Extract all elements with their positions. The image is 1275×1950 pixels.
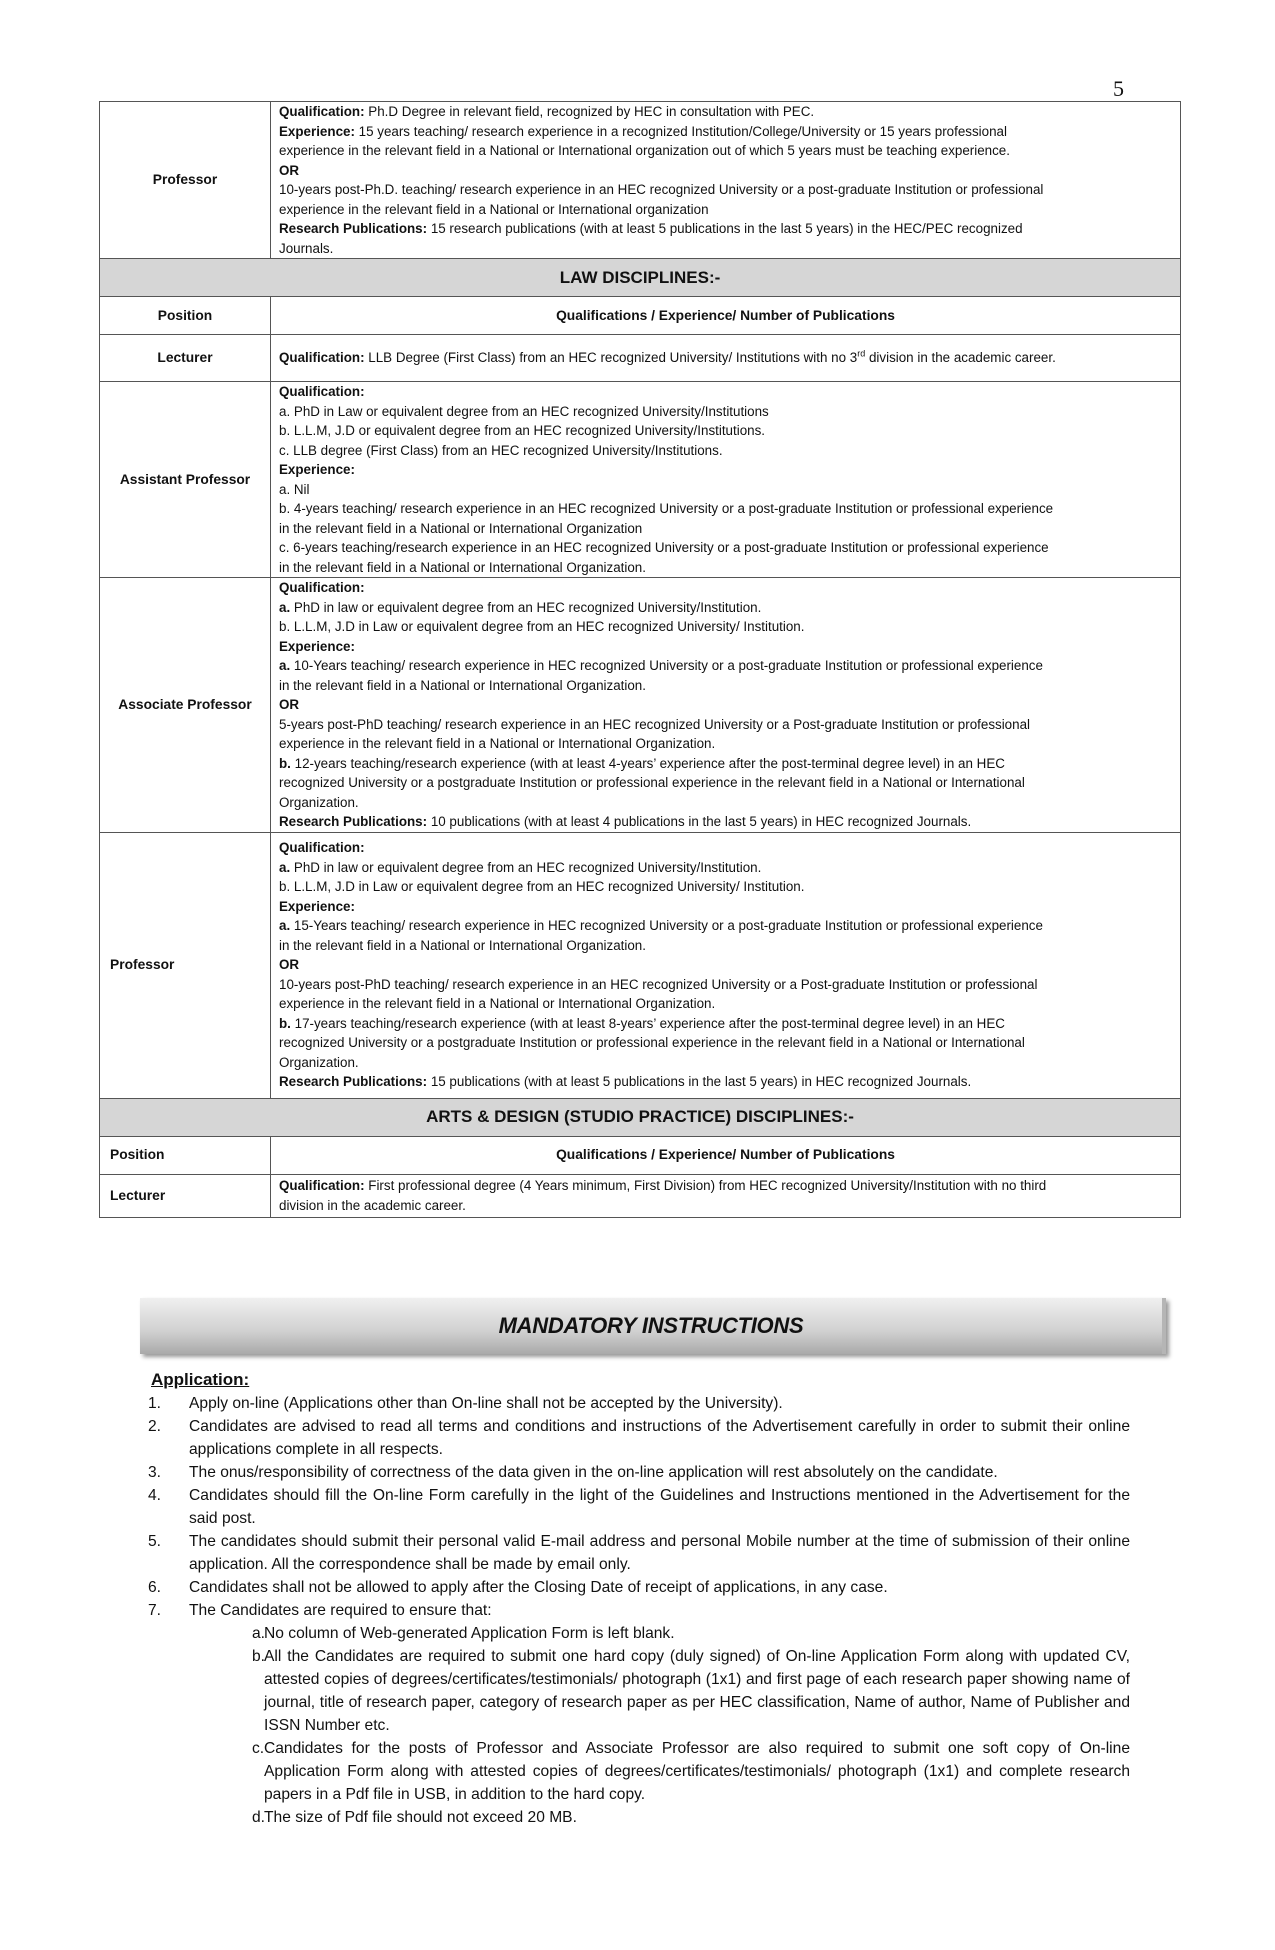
text-line [279, 637, 1172, 657]
field-text: 10-Years teaching/ research experience in HEC recognized University or a post-graduate Institution or professional experience [290, 658, 1043, 673]
field-label: a. [279, 658, 291, 673]
position-cell: Professor [100, 832, 271, 1098]
list-item [189, 1645, 1130, 1737]
table-row [100, 335, 1181, 382]
field-text: a. PhD in Law or equivalent degree from an HEC recognized University/Institutions [279, 403, 769, 419]
position-cell: Assistant Professor [100, 382, 271, 578]
field-text: recognized University or a postgraduate Institution or professional experience in the relevant field in a National or International [279, 1035, 1025, 1051]
column-header-position: Position [100, 1136, 271, 1174]
field-label: Qualification: [279, 384, 365, 399]
qualification-cell [271, 102, 1181, 259]
text-line [279, 122, 1172, 142]
text-line [279, 877, 1172, 897]
application-heading: Application: [151, 1370, 250, 1389]
field-label: Qualification: [279, 350, 365, 366]
list-item-text: The onus/responsibility of correctness of the data given in the on-line application will rest absolutely on the candidate. [189, 1464, 998, 1481]
text-line [279, 734, 1172, 754]
field-label: Experience: [279, 638, 355, 654]
text-line [279, 812, 1172, 832]
field-text: experience in the relevant field in a National or International Organization. [279, 996, 716, 1012]
list-item-number: 3. [148, 1464, 162, 1481]
list-item [124, 1530, 1130, 1576]
field-label: a. [279, 918, 291, 934]
field-text: LLB Degree (First Class) from an HEC recognized University/ Institutions with no 3 [364, 350, 858, 366]
qualification-cell [271, 832, 1181, 1098]
field-label: OR [279, 957, 300, 973]
list-item [124, 1576, 1130, 1599]
list-item [189, 1806, 1130, 1829]
field-label: a. [279, 859, 291, 875]
list-item-text: All the Candidates are required to submit one hard copy (duly signed) of On-line Application Form along with updated CV, attested copies of degrees/certificates/testimonials/ photograph (1x1) and first page of each research paper showing name of journal, title of research paper, category of research paper as per HEC classification, Name of author, Name of Publisher and ISSN Number etc. [264, 1648, 1130, 1734]
text-line [279, 773, 1172, 793]
position-cell: Professor [100, 102, 271, 259]
text-line [279, 1072, 1172, 1092]
list-item-number: 4. [148, 1487, 162, 1504]
text-line [279, 994, 1172, 1014]
field-text: PhD in law or equivalent degree from an HEC recognized University/Institution. [290, 599, 762, 615]
field-text: First professional degree (4 Years minimum, First Division) from HEC recognized University/Institution with no third [364, 1178, 1047, 1193]
field-label: Research Publications: [279, 814, 428, 829]
field-text: in the relevant field in a National or International Organization. [279, 677, 646, 693]
qualification-cell [271, 578, 1181, 833]
field-text: 15-Years teaching/ research experience in HEC recognized University or a post-graduate Institution or professional experience [290, 918, 1043, 934]
text-line [279, 402, 1172, 422]
field-text: b. L.L.M, J.D in Law or equivalent degree from an HEC recognized University/ Institution. [279, 879, 805, 895]
field-text: a. Nil [279, 481, 310, 497]
section-row [100, 259, 1181, 297]
table-row [100, 832, 1181, 1098]
field-text: 15 research publications (with at least 5 publications in the last 5 years) in the HEC/PEC recognized [427, 221, 1023, 236]
text-line [279, 441, 1172, 461]
text-line [279, 219, 1172, 239]
list-item-text: The size of Pdf file should not exceed 20 MB. [264, 1809, 577, 1826]
list-item [189, 1737, 1130, 1806]
list-item-text: Apply on-line (Applications other than On-line shall not be accepted by the University). [189, 1395, 783, 1412]
list-item-text: Candidates for the posts of Professor and Associate Professor are also required to submit one soft copy of On-line Application Form along with attested copies of degrees/certificates/testimonials/ photograph (1x1) and complete research papers in a Pdf file in USB, in addition to the hard copy. [264, 1740, 1130, 1803]
list-item [124, 1461, 1130, 1484]
field-label: b. [279, 755, 291, 771]
column-header-position: Position [100, 297, 271, 335]
eligibility-table [99, 101, 1181, 1218]
field-label: Research Publications: [279, 221, 428, 236]
field-label: Experience: [279, 898, 355, 914]
header-row [100, 297, 1181, 335]
field-label: Qualification: [279, 104, 365, 119]
text-line [279, 538, 1172, 558]
text-line [279, 897, 1172, 917]
field-label: Research Publications: [279, 1074, 428, 1090]
text-line [279, 754, 1172, 774]
list-item-number: d. [252, 1809, 266, 1826]
list-item [124, 1484, 1130, 1530]
list-item-number: b. [252, 1648, 266, 1665]
field-text: in the relevant field in a National or International Organization [279, 520, 643, 536]
field-label: OR [279, 162, 300, 178]
list-item-number: 2. [148, 1418, 162, 1435]
text-line [279, 578, 1172, 598]
text-line [279, 558, 1172, 578]
text-line [279, 102, 1172, 122]
field-text: Organization. [279, 794, 359, 810]
text-line [279, 598, 1172, 618]
field-text: 10 publications (with at least 4 publications in the last 5 years) in HEC recognized Journals. [427, 814, 972, 829]
field-text: c. LLB degree (First Class) from an HEC recognized University/Institutions. [279, 442, 723, 458]
field-text: experience in the relevant field in a National or International organization [279, 201, 709, 217]
field-text: in the relevant field in a National or International Organization. [279, 937, 646, 953]
instructions-section [124, 1368, 1130, 1829]
position-cell: Lecturer [100, 1174, 271, 1217]
text-line [279, 421, 1172, 441]
text-line [279, 838, 1172, 858]
text-line [279, 715, 1172, 735]
text-line [279, 180, 1172, 200]
list-item-text: Candidates shall not be allowed to apply after the Closing Date of receipt of applications, in any case. [189, 1579, 888, 1596]
column-header-qualifications: Qualifications / Experience/ Number of Publications [271, 1136, 1181, 1174]
field-label: a. [279, 599, 291, 615]
text-line [279, 975, 1172, 995]
text-line [279, 480, 1172, 500]
text-line [279, 1053, 1172, 1073]
list-item [124, 1392, 1130, 1415]
text-line [279, 141, 1172, 161]
list-item [124, 1599, 1130, 1622]
list-item-number: 5. [148, 1533, 162, 1550]
qualification-cell [271, 382, 1181, 578]
section-row [100, 1098, 1181, 1136]
text-line [279, 460, 1172, 480]
table-row [100, 382, 1181, 578]
text-line [279, 936, 1172, 956]
list-item-number: a. [252, 1625, 266, 1642]
field-text: 12-years teaching/research experience (with at least 4-years’ experience after the post-terminal degree level) in an HEC [290, 755, 1005, 771]
field-label: Qualification: [279, 840, 365, 856]
table-row [100, 1174, 1181, 1217]
column-header-qualifications: Qualifications / Experience/ Number of Publications [271, 297, 1181, 335]
position-cell: Associate Professor [100, 578, 271, 833]
field-text: b. L.L.M, J.D in Law or equivalent degree from an HEC recognized University/ Institution. [279, 619, 805, 634]
field-text: in the relevant field in a National or International Organization. [279, 559, 646, 575]
text-line [279, 656, 1172, 676]
field-text: experience in the relevant field in a National or International Organization. [279, 736, 716, 751]
text-line [279, 617, 1172, 637]
field-text: PhD in law or equivalent degree from an HEC recognized University/Institution. [290, 859, 762, 875]
field-text: 10-years post-Ph.D. teaching/ research experience in an HEC recognized University or a post-graduate Institution or professional [279, 182, 1044, 197]
field-text: Ph.D Degree in relevant field, recognized by HEC in consultation with PEC. [364, 104, 815, 119]
table-row [100, 102, 1181, 259]
list-item-text: No column of Web-generated Application Form is left blank. [264, 1625, 675, 1642]
text-line [279, 382, 1172, 402]
field-text: Organization. [279, 1054, 359, 1070]
text-line [279, 793, 1172, 813]
list-item-text: The candidates should submit their personal valid E-mail address and personal Mobile number at the time of submission of their online application. All the correspondence shall be made by email only. [189, 1533, 1130, 1573]
field-text: c. 6-years teaching/research experience in an HEC recognized University or a post-graduate Institution or professional experience [279, 540, 1049, 555]
text-line [279, 200, 1172, 220]
header-row [100, 1136, 1181, 1174]
text-line [279, 499, 1172, 519]
position-cell: Lecturer [100, 335, 271, 382]
field-text: 15 publications (with at least 5 publications in the last 5 years) in HEC recognized Journals. [427, 1074, 972, 1090]
list-item-number: 6. [148, 1579, 162, 1596]
list-item-number: 1. [148, 1395, 162, 1412]
field-label: OR [279, 697, 300, 712]
field-text: 5-years post-PhD teaching/ research experience in an HEC recognized University or a Post-graduate Institution or professional [279, 716, 1031, 732]
text-line [279, 239, 1172, 259]
text-line [279, 676, 1172, 696]
list-item-number: c. [252, 1740, 265, 1757]
qualification-cell [271, 335, 1181, 382]
list-item [124, 1415, 1130, 1461]
field-text: experience in the relevant field in a National or International organization out of which 5 years must be teaching experience. [279, 143, 1010, 158]
field-text: recognized University or a postgraduate Institution or professional experience in the relevant field in a National or International [279, 775, 1025, 790]
mandatory-instructions-banner [140, 1298, 1166, 1354]
field-label: b. [279, 1015, 291, 1031]
field-text: division in the academic career. [279, 1197, 466, 1213]
superscript: rd [857, 348, 866, 359]
section-title: LAW DISCIPLINES:- [100, 259, 1181, 297]
field-text: b. 4-years teaching/ research experience in an HEC recognized University or a post-graduate Institution or professional experience [279, 501, 1054, 516]
text-line [279, 1033, 1172, 1053]
list-item-text: Candidates are advised to read all terms and conditions and instructions of the Advertisement carefully in order to submit their online applications complete in all respects. [189, 1418, 1130, 1458]
field-text: 10-years post-PhD teaching/ research experience in an HEC recognized University or a Post-graduate Institution or professional [279, 976, 1038, 992]
table-row [100, 578, 1181, 833]
field-label: Qualification: [279, 580, 365, 595]
banner-title: MANDATORY INSTRUCTIONS [498, 1313, 804, 1338]
field-text: Journals. [279, 240, 334, 256]
field-label: Experience: [279, 123, 355, 139]
field-text: 17-years teaching/research experience (with at least 8-years’ experience after the post-terminal degree level) in an HEC [290, 1015, 1005, 1031]
list-item-number: 7. [148, 1602, 162, 1619]
field-text: division in the academic career. [865, 350, 1056, 366]
field-text: 15 years teaching/ research experience in a recognized Institution/College/University or 15 years professional [354, 123, 1007, 139]
list-item-text: The Candidates are required to ensure that: [189, 1602, 492, 1619]
text-line [279, 519, 1172, 539]
field-label: Qualification: [279, 1178, 365, 1193]
qualification-cell [271, 1174, 1181, 1217]
list-item [189, 1622, 1130, 1645]
list-item-text: Candidates should fill the On-line Form carefully in the light of the Guidelines and Instructions mentioned in the Advertisement for the said post. [189, 1487, 1130, 1527]
text-line [279, 858, 1172, 878]
field-text: b. L.L.M, J.D or equivalent degree from an HEC recognized University/Institutions. [279, 423, 766, 438]
text-line [279, 955, 1172, 975]
section-title: ARTS & DESIGN (STUDIO PRACTICE) DISCIPLINES:- [100, 1098, 1181, 1136]
text-line [279, 1014, 1172, 1034]
page-number: 5 [1113, 76, 1124, 101]
text-line [279, 695, 1172, 715]
text-line [279, 916, 1172, 936]
field-label: Experience: [279, 462, 355, 477]
text-line [279, 161, 1172, 181]
